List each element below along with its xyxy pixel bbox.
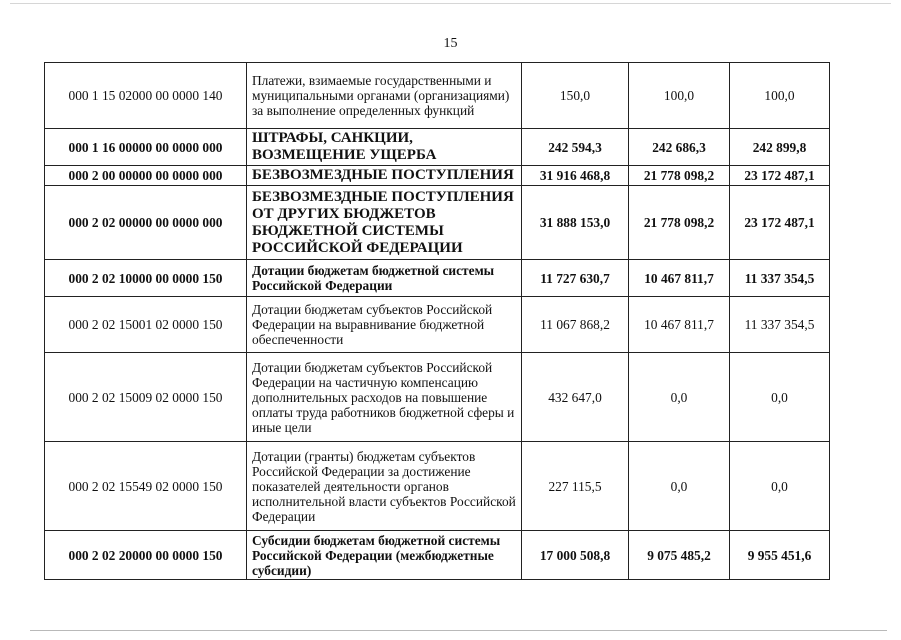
amount-year2-cell: 21 778 098,2 — [629, 186, 730, 260]
amount-year3-cell: 23 172 487,1 — [730, 166, 830, 186]
amount-year1-cell: 17 000 508,8 — [522, 531, 629, 580]
amount-year2-cell: 0,0 — [629, 442, 730, 531]
amount-year2-cell: 10 467 811,7 — [629, 297, 730, 353]
page-number: 15 — [443, 36, 458, 51]
budget-code-cell: 000 1 15 02000 00 0000 140 — [45, 63, 247, 129]
amount-year1-cell: 31 888 153,0 — [522, 186, 629, 260]
description-cell: ШТРАФЫ, САНКЦИИ, ВОЗМЕЩЕНИЕ УЩЕРБА — [247, 129, 522, 166]
description-cell: Дотации бюджетам бюджетной системы Российской Федерации — [247, 260, 522, 297]
table-row — [45, 353, 830, 442]
table-row — [45, 186, 830, 260]
amount-year2-cell: 100,0 — [629, 63, 730, 129]
budget-code-cell: 000 2 02 15549 02 0000 150 — [45, 442, 247, 531]
table-row — [45, 442, 830, 531]
budget-revenue-table — [44, 62, 830, 580]
amount-year2-cell: 242 686,3 — [629, 129, 730, 166]
amount-year1-cell: 432 647,0 — [522, 353, 629, 442]
table-row — [45, 297, 830, 353]
scan-bottom-edge — [30, 630, 887, 631]
amount-year3-cell: 11 337 354,5 — [730, 260, 830, 297]
budget-code-cell: 000 1 16 00000 00 0000 000 — [45, 129, 247, 166]
budget-code-cell: 000 2 02 00000 00 0000 000 — [45, 186, 247, 260]
amount-year3-cell: 242 899,8 — [730, 129, 830, 166]
description-cell: Платежи, взимаемые государственными и муниципальными органами (организациями) за выполнение определенных функций — [247, 63, 522, 129]
amount-year1-cell: 242 594,3 — [522, 129, 629, 166]
amount-year1-cell: 11 727 630,7 — [522, 260, 629, 297]
table-body — [45, 63, 830, 580]
table-row — [45, 129, 830, 166]
amount-year3-cell: 100,0 — [730, 63, 830, 129]
amount-year3-cell: 11 337 354,5 — [730, 297, 830, 353]
amount-year2-cell: 9 075 485,2 — [629, 531, 730, 580]
amount-year2-cell: 10 467 811,7 — [629, 260, 730, 297]
amount-year3-cell: 23 172 487,1 — [730, 186, 830, 260]
amount-year2-cell: 0,0 — [629, 353, 730, 442]
table-row — [45, 166, 830, 186]
amount-year2-cell: 21 778 098,2 — [629, 166, 730, 186]
budget-code-cell: 000 2 02 15001 02 0000 150 — [45, 297, 247, 353]
amount-year1-cell: 150,0 — [522, 63, 629, 129]
description-cell: БЕЗВОЗМЕЗДНЫЕ ПОСТУПЛЕНИЯ — [247, 166, 522, 186]
budget-code-cell: 000 2 02 15009 02 0000 150 — [45, 353, 247, 442]
amount-year1-cell: 31 916 468,8 — [522, 166, 629, 186]
budget-code-cell: 000 2 00 00000 00 0000 000 — [45, 166, 247, 186]
amount-year1-cell: 11 067 868,2 — [522, 297, 629, 353]
table-row — [45, 260, 830, 297]
description-cell: Субсидии бюджетам бюджетной системы Российской Федерации (межбюджетные субсидии) — [247, 531, 522, 580]
table-row — [45, 63, 830, 129]
table-row — [45, 531, 830, 580]
amount-year3-cell: 0,0 — [730, 442, 830, 531]
budget-code-cell: 000 2 02 20000 00 0000 150 — [45, 531, 247, 580]
amount-year3-cell: 0,0 — [730, 353, 830, 442]
description-cell: Дотации бюджетам субъектов Российской Федерации на частичную компенсацию дополнительных расходов на повышение оплаты труда работников бюджетной сферы и иные цели — [247, 353, 522, 442]
budget-code-cell: 000 2 02 10000 00 0000 150 — [45, 260, 247, 297]
amount-year3-cell: 9 955 451,6 — [730, 531, 830, 580]
description-cell: Дотации (гранты) бюджетам субъектов Российской Федерации за достижение показателей деятельности органов исполнительной власти субъектов Российской Федерации — [247, 442, 522, 531]
description-cell: БЕЗВОЗМЕЗДНЫЕ ПОСТУПЛЕНИЯ ОТ ДРУГИХ БЮДЖЕТОВ БЮДЖЕТНОЙ СИСТЕМЫ РОССИЙСКОЙ ФЕДЕРАЦИИ — [247, 186, 522, 260]
description-cell: Дотации бюджетам субъектов Российской Федерации на выравнивание бюджетной обеспеченности — [247, 297, 522, 353]
scan-top-edge — [10, 3, 891, 4]
amount-year1-cell: 227 115,5 — [522, 442, 629, 531]
